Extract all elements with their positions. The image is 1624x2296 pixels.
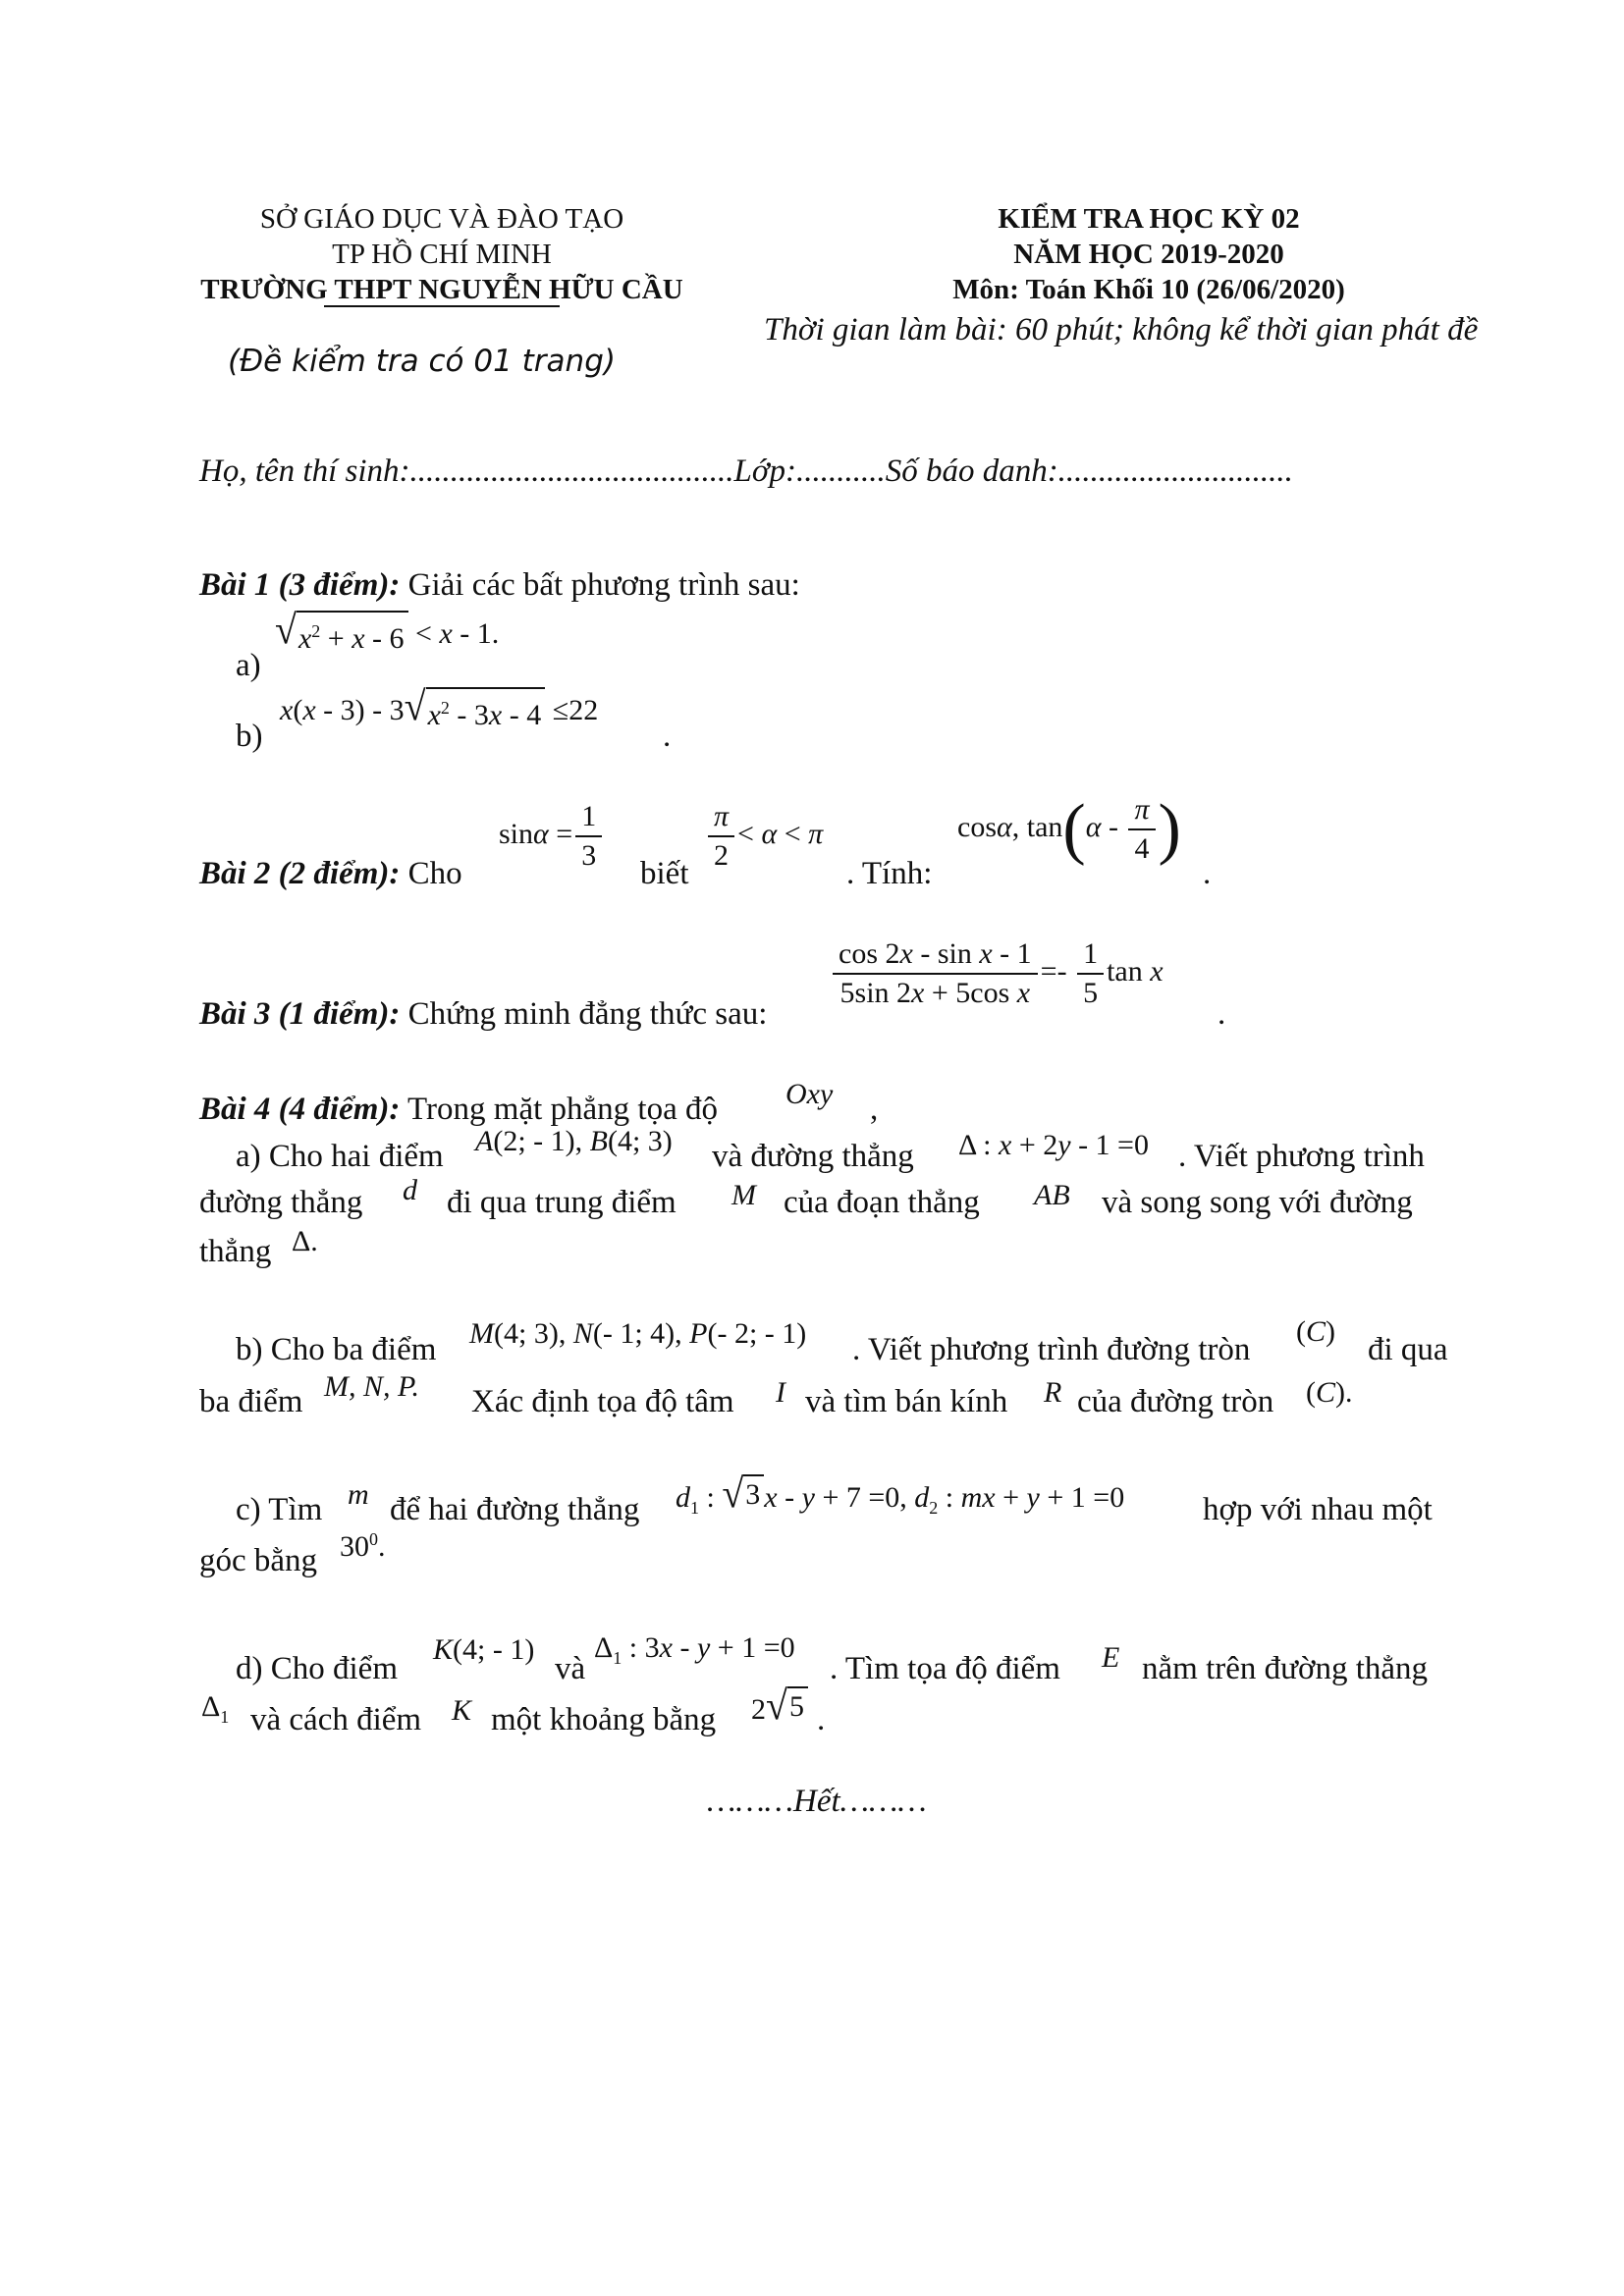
bai4b-r: R xyxy=(1044,1376,1062,1409)
bai4d-text6: một khoảng bằng xyxy=(491,1702,717,1737)
bai4c-text4: góc bằng xyxy=(199,1543,318,1578)
bai4b-text6: và tìm bán kính xyxy=(805,1384,1008,1419)
bai4d-text5: và cách điểm xyxy=(250,1702,422,1737)
bai3-title: Bài 3 (1 điểm): xyxy=(199,996,401,1032)
bai4b-text5: Xác định tọa độ tâm xyxy=(471,1384,734,1419)
bai4a-text8: thẳng xyxy=(199,1234,272,1269)
bai4d-distance: 2 √ 5 xyxy=(751,1686,808,1727)
bai4b-circle-c2: (C). xyxy=(1306,1376,1353,1409)
bai4-comma: , xyxy=(870,1092,879,1127)
bai1-b-label: b) xyxy=(236,719,263,754)
bai3-period: . xyxy=(1218,996,1226,1032)
bai4c-text3: hợp với nhau một xyxy=(1203,1492,1433,1527)
bai1-b-period: . xyxy=(663,719,672,754)
bai3-text: Chứng minh đẳng thức sau: xyxy=(400,996,768,1032)
bai4c-text1: c) Tìm xyxy=(236,1492,323,1527)
time-allowed: Thời gian làm bài: 60 phút; không kể thời gian phát đề xyxy=(764,312,1479,347)
bai4a-text7: và song song với đường xyxy=(1102,1185,1413,1220)
school-underline xyxy=(324,305,560,307)
bai4b-text3: đi qua xyxy=(1368,1332,1448,1367)
bai4d-line-delta1: $\Delta_1$ : 3x - y + 1 =0 xyxy=(594,1631,795,1668)
bai4c-lines: $d_1$ : √ 3 x - y + 7 =0, $d_2$ : mx + y + 1 =0 xyxy=(676,1469,1125,1518)
bai4a-text2: và đường thẳng xyxy=(712,1139,914,1174)
student-info-line: Họ, tên thí sinh:........................................Lớp:...........Số báo danh:............................. xyxy=(199,454,1293,489)
bai4a-line-delta: Δ : x + 2y - 1 =0 xyxy=(958,1129,1149,1161)
bai2-sin-formula: sinα = $\frac{1}{3}$ xyxy=(499,800,605,873)
bai4c-text2: để hai đường thẳng xyxy=(390,1492,640,1527)
bai4-intro: Trong mặt phẳng tọa độ xyxy=(400,1092,718,1127)
subject-line: Môn: Toán Khối 10 (26/06/2020) xyxy=(952,274,1345,305)
bai1-b-formula: x(x - 3) - 3 √ $x^2 - 3x - 4$ ≤22 xyxy=(280,682,599,731)
bai4a-text1: a) Cho hai điểm xyxy=(236,1139,444,1174)
department-name: SỞ GIÁO DỤC VÀ ĐÀO TẠO xyxy=(259,203,624,235)
bai4b-text7: của đường tròn xyxy=(1077,1384,1274,1419)
bai3-identity: $\frac{\text{cos 2x - sin x - 1}}{\text{5sin 2x + 5cos x}}$ =- $\frac{1}{5}$ tan x xyxy=(830,937,1164,1010)
bai4d-text2: và xyxy=(555,1651,586,1686)
bai4d-text1: d) Cho điểm xyxy=(236,1651,398,1686)
bai4a-text4: đường thẳng xyxy=(199,1185,363,1220)
bai2-cho: Cho xyxy=(400,856,462,891)
bai4-heading xyxy=(199,1090,718,1129)
school-name: TRƯỜNG THPT NGUYỄN HỮU CẦU xyxy=(200,274,683,305)
bai4-title: Bài 4 (4 điểm): xyxy=(199,1092,401,1127)
bai4c-angle: $30^0$. xyxy=(340,1529,386,1563)
bai4b-points: M(4; 3), N(- 1; 4), P(- 2; - 1) xyxy=(469,1317,807,1350)
bai4b-i: I xyxy=(776,1376,785,1409)
bai4a-m: M xyxy=(731,1179,756,1211)
bai2-title: Bài 2 (2 điểm): xyxy=(199,856,401,891)
bai2-tinh: . Tính: xyxy=(846,856,933,891)
bai4b-mnp: M, N, P. xyxy=(324,1370,419,1403)
bai1-title: Bài 1 (3 điểm): xyxy=(199,567,401,603)
bai4b-text1: b) Cho ba điểm xyxy=(236,1332,437,1367)
bai4d-period: . xyxy=(817,1702,826,1737)
bai2-heading xyxy=(199,854,462,893)
bai1-text: Giải các bất phương trình sau: xyxy=(400,567,800,603)
bai4b-text2: . Viết phương trình đường tròn xyxy=(852,1332,1251,1367)
bai4d-text3: . Tìm tọa độ điểm xyxy=(830,1651,1060,1686)
bai2-period: . xyxy=(1203,856,1212,891)
bai2-biet: biết xyxy=(640,856,689,891)
end-marker: ………Hết……… xyxy=(707,1784,927,1819)
bai4-oxy: Oxy xyxy=(785,1078,834,1110)
bai1-a-label: a) xyxy=(236,648,261,683)
bai4d-point-k: K(4; - 1) xyxy=(433,1633,535,1666)
bai4d-k: K xyxy=(452,1694,472,1727)
bai4a-points: A(2; - 1), B(4; 3) xyxy=(475,1125,673,1157)
bai2-range-formula: $\frac{\pi}{2}$ < α < π xyxy=(705,800,823,873)
school-year: NĂM HỌC 2019-2020 xyxy=(1013,239,1284,270)
bai4d-e: E xyxy=(1102,1641,1120,1674)
bai4b-text4: ba điểm xyxy=(199,1384,303,1419)
page-count-note: (Đề kiểm tra có 01 trang) xyxy=(228,344,616,379)
bai4d-delta1-ref: $\Delta_1$ xyxy=(201,1690,230,1727)
city-name: TP HỒ CHÍ MINH xyxy=(332,239,552,270)
bai4a-text5: đi qua trung điểm xyxy=(447,1185,677,1220)
bai4a-text6: của đoạn thẳng xyxy=(784,1185,980,1220)
bai4a-d: d xyxy=(403,1174,417,1206)
bai3-heading xyxy=(199,994,767,1034)
bai4c-m: m xyxy=(348,1478,369,1511)
bai4a-text3: . Viết phương trình xyxy=(1178,1139,1425,1174)
bai2-target-formula: cosα, tan(α - $\frac{\pi}{4}$ ) xyxy=(957,791,1181,867)
bai4a-delta-ref: Δ. xyxy=(292,1225,318,1257)
bai4d-text4: nằm trên đường thẳng xyxy=(1142,1651,1429,1686)
bai1-heading xyxy=(199,565,800,605)
bai1-a-formula: √ $x^2 + x - 6$ < x - 1. xyxy=(275,606,500,655)
bai4a-ab: AB xyxy=(1034,1179,1070,1211)
exam-title: KIỂM TRA HỌC KỲ 02 xyxy=(998,203,1300,235)
bai4b-circle-c: (C) xyxy=(1296,1315,1336,1348)
